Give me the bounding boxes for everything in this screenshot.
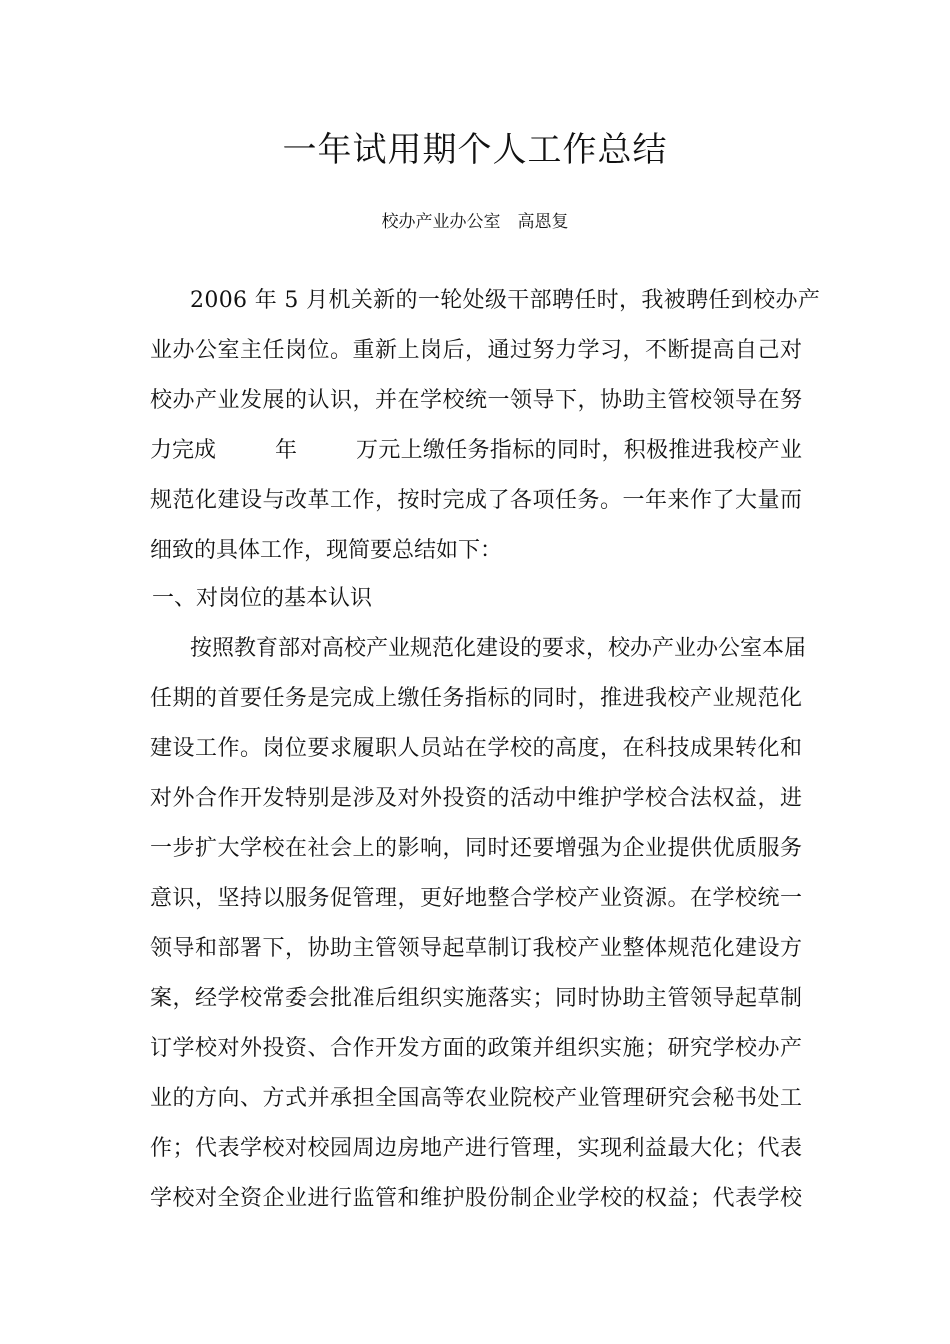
document-byline: 校办产业办公室 高恩复 (381, 212, 569, 232)
paragraph2-line2: 任期的首要任务是完成上缴任务指标的同时，推进我校产业规范化 (150, 686, 802, 711)
paragraph1-line1: 2006 年 5 月机关新的一轮处级干部聘任时，我被聘任到校办产 (190, 288, 821, 313)
paragraph2-line12: 学校对全资企业进行监管和维护股份制企业学校的权益；代表学校 (150, 1186, 802, 1211)
paragraph2-line5: 一步扩大学校在社会上的影响，同时还要增强为企业提供优质服务 (150, 836, 802, 861)
paragraph2-line8: 案，经学校常委会批准后组织实施落实；同时协助主管领导起草制 (150, 986, 802, 1011)
paragraph2-line4: 对外合作开发特别是涉及对外投资的活动中维护学校合法权益，进 (150, 786, 802, 811)
paragraph1-line6: 细致的具体工作，现简要总结如下： (150, 538, 503, 563)
paragraph1-line2: 业办公室主任岗位。重新上岗后，通过努力学习，不断提高自己对 (150, 338, 802, 363)
paragraph2-line1: 按照教育部对高校产业规范化建设的要求，校办产业办公室本届 (190, 636, 807, 661)
paragraph2-line6: 意识，坚持以服务促管理，更好地整合学校产业资源。在学校统一 (150, 886, 802, 911)
paragraph1-line5: 规范化建设与改革工作，按时完成了各项任务。一年来作了大量而 (150, 488, 802, 513)
document-title: 一年试用期个人工作总结 (282, 130, 668, 170)
paragraph1-line4-part3: 万元上缴任务指标的同时，积极推进我校产业 (356, 438, 802, 463)
paragraph2-line3: 建设工作。岗位要求履职人员站在学校的高度，在科技成果转化和 (150, 736, 802, 761)
paragraph1-line4-part1: 力完成 (150, 438, 217, 463)
paragraph1-line3: 校办产业发展的认识，并在学校统一领导下，协助主管校领导在努 (150, 388, 802, 413)
paragraph2-line10: 业的方向、方式并承担全国高等农业院校产业管理研究会秘书处工 (150, 1086, 802, 1111)
section1-heading: 一、对岗位的基本认识 (152, 586, 373, 611)
paragraph2-line11: 作；代表学校对校园周边房地产进行管理，实现利益最大化；代表 (150, 1136, 802, 1161)
paragraph1-line4-part2: 年 (275, 438, 298, 463)
paragraph2-line7: 领导和部署下，协助主管领导起草制订我校产业整体规范化建设方 (150, 936, 802, 961)
paragraph2-line9: 订学校对外投资、合作开发方面的政策并组织实施；研究学校办产 (150, 1036, 802, 1061)
